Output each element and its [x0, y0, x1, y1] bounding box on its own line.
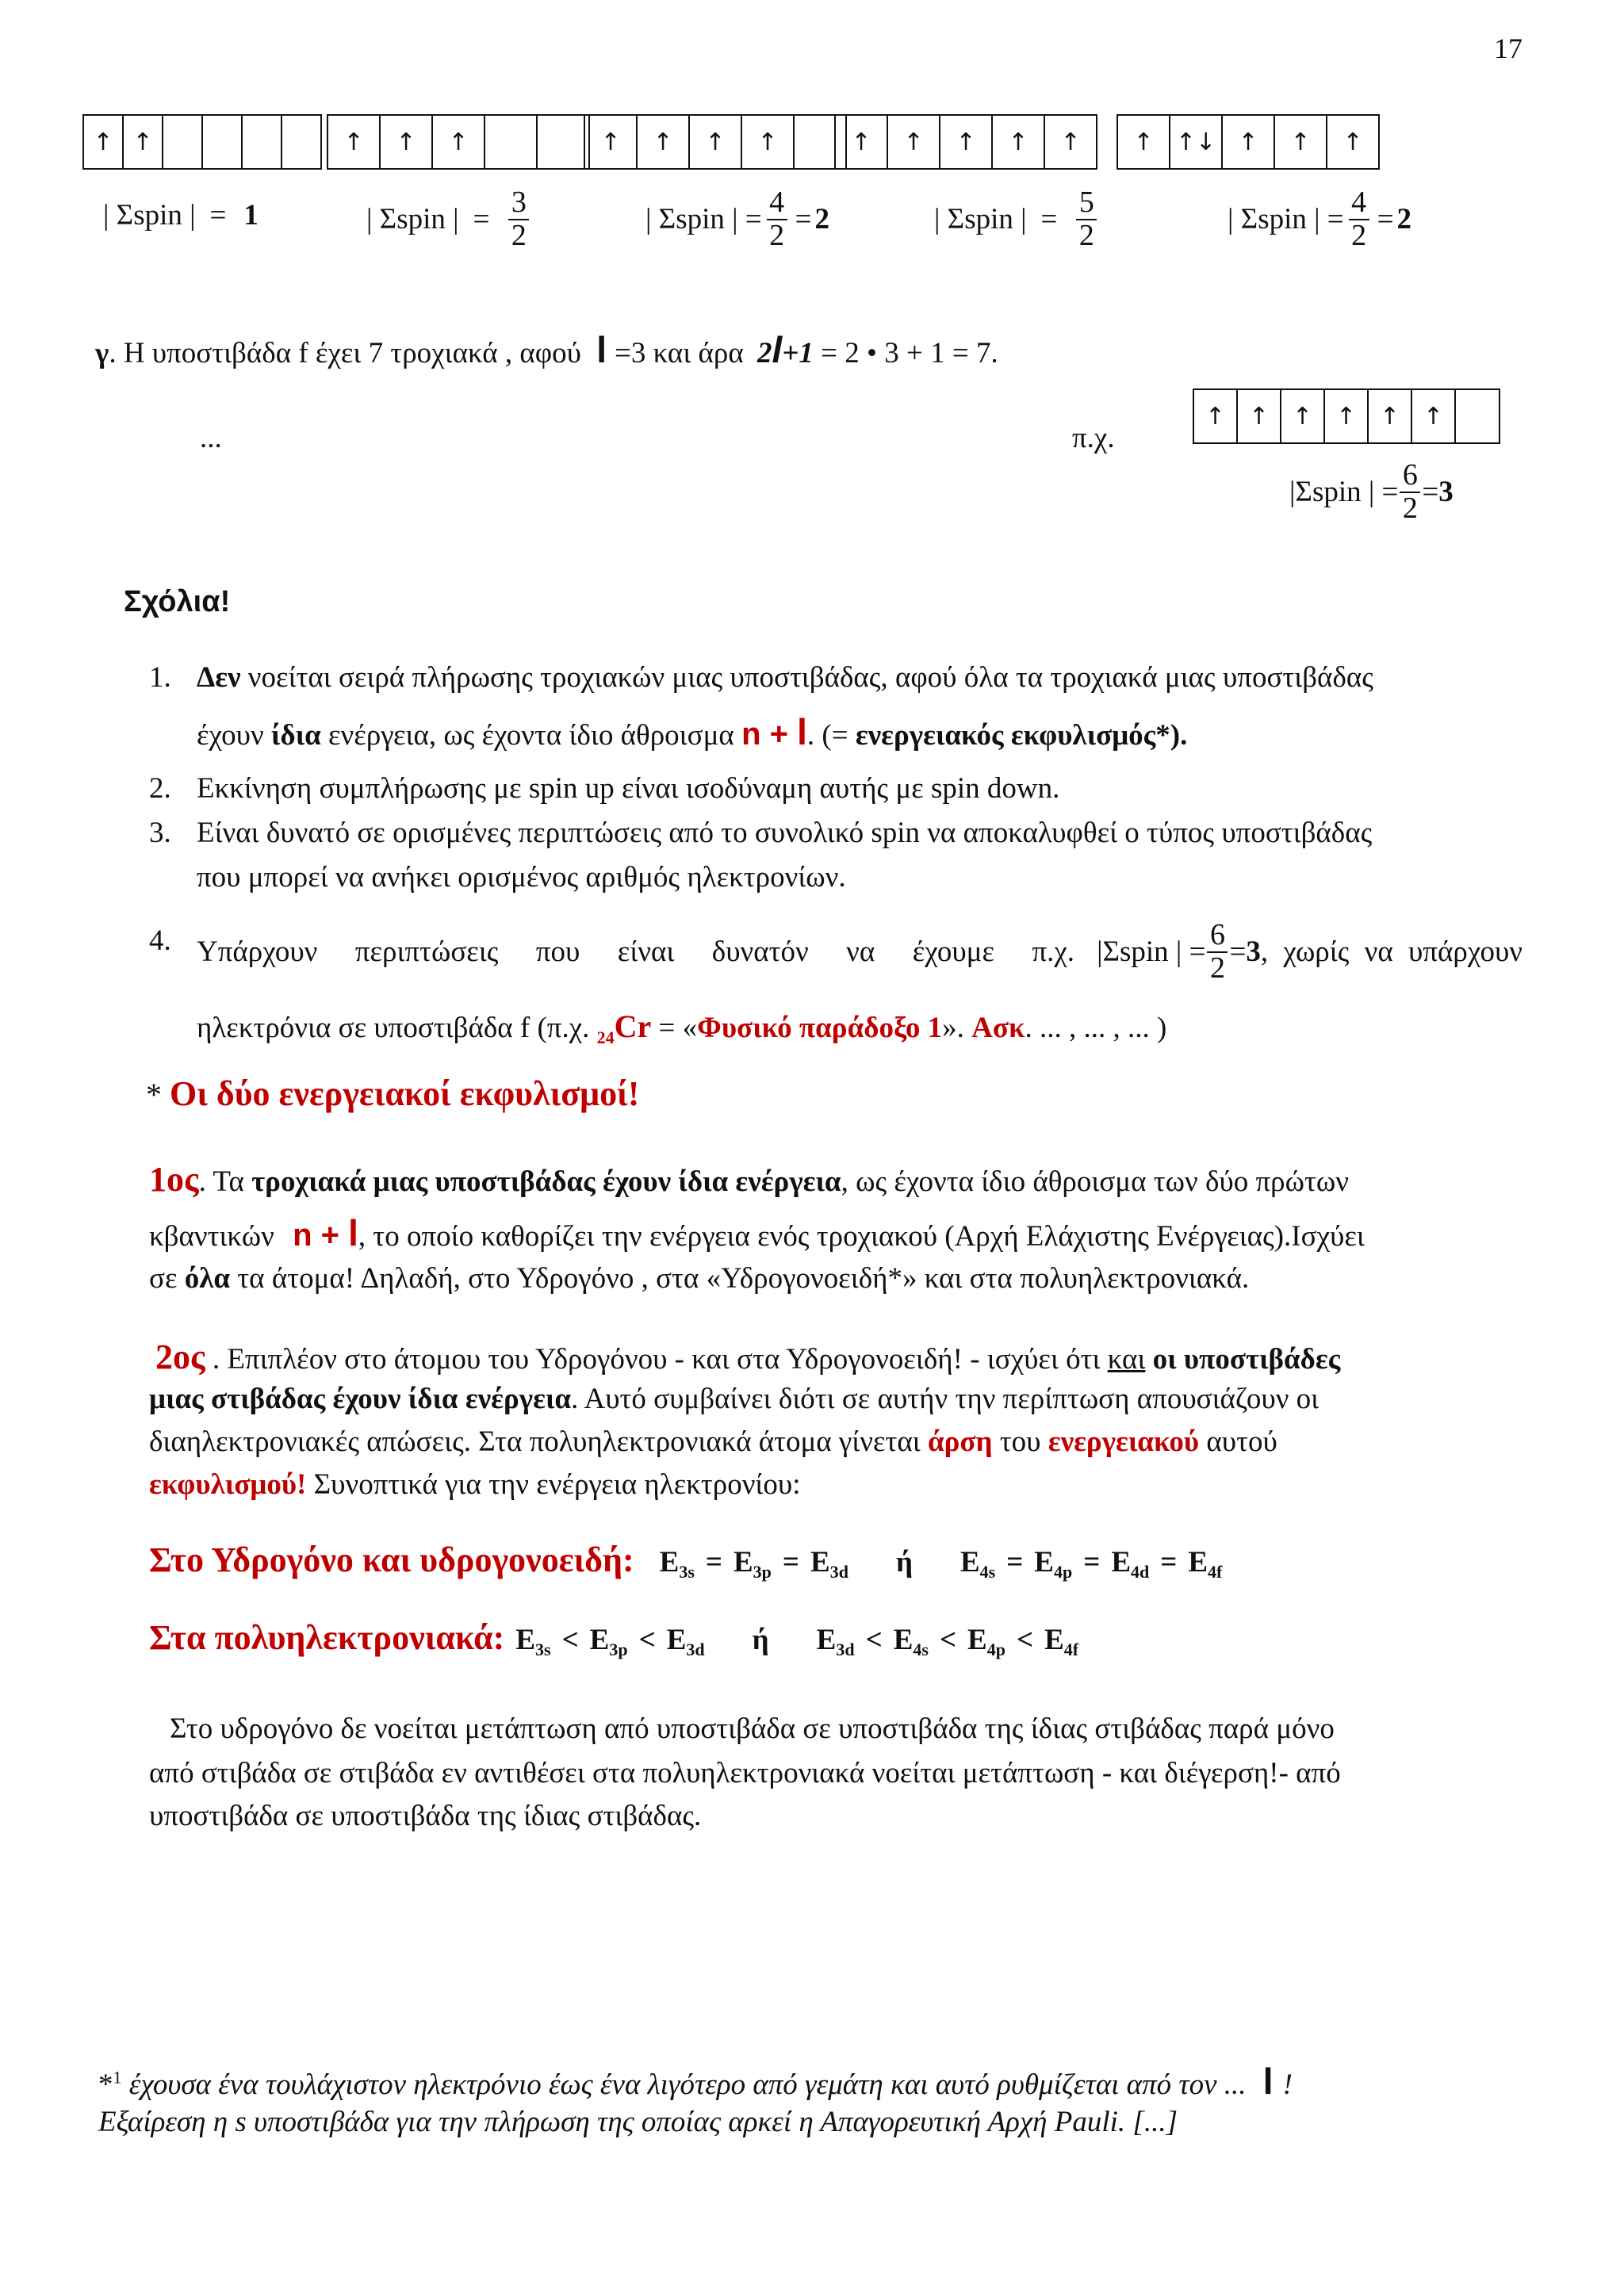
first-b: , ως έχοντα ίδιο άθροισμα των δύο πρώτων	[841, 1165, 1349, 1198]
frac-num: 4	[1351, 186, 1367, 219]
energy-term	[1188, 1546, 1223, 1582]
energy-subscript: 3s	[535, 1640, 551, 1659]
comment-2-num: 2.	[149, 772, 171, 805]
comment-3-num: 3.	[149, 817, 171, 849]
multi-energy-line	[149, 1617, 1078, 1660]
second-bold: οι υποστιβάδες	[1145, 1343, 1341, 1376]
energy-operator: =	[782, 1546, 799, 1578]
energy-term	[816, 1624, 855, 1659]
footnote-line-2: Εξαίρεση η s υποστιβάδα για την πλήρωση της οποίας αρκεί η Απαγορευτική Αρχή Pauli. [...]	[98, 2106, 1178, 2138]
comment-4-eq: =	[1229, 936, 1247, 969]
hydrogen-energy-line	[149, 1540, 1222, 1582]
second-degeneracy-line-4	[149, 1464, 801, 1506]
gamma-text-2: =3 και άρα	[615, 337, 744, 369]
energy-symbol: E	[967, 1624, 987, 1656]
example-ellipsis: ...	[200, 422, 222, 454]
comment-4-num: 4.	[149, 924, 171, 957]
footnote-line-1	[98, 2055, 1293, 2108]
energy-operator: <	[638, 1624, 656, 1656]
energy-term	[515, 1624, 551, 1659]
footnote-text-1: έχουσα ένα τουλάχιστον ηλεκτρόνιο έως ένα λιγότερο από γεμάτη και αυτό ρυθμίζεται από τον ...	[128, 2068, 1247, 2101]
spin-result: 1	[243, 199, 259, 232]
comment-1-line2-b: ενέργεια, ως έχοντα ίδιο άθροισμα	[320, 719, 734, 752]
orbital-cell	[484, 114, 538, 170]
comment-1-line2-bold: ίδια	[270, 719, 321, 752]
spin-fraction	[767, 187, 787, 252]
energy-symbol: E	[666, 1624, 687, 1656]
gamma-line	[95, 323, 998, 377]
example-frac-den: 2	[1402, 491, 1418, 525]
energy-symbol: E	[733, 1546, 753, 1578]
example-eq: =	[1422, 476, 1439, 509]
degeneracy-star: *	[146, 1077, 170, 1112]
multi-label: Στα πολυηλεκτρονιακά:	[149, 1618, 505, 1657]
spin-sum-label	[934, 187, 1101, 252]
comment-1-bold: Δεν	[197, 661, 241, 694]
formula-2: 2	[757, 337, 772, 369]
spin-eq: =	[209, 199, 227, 232]
footnote-bang: !	[1282, 2068, 1293, 2101]
comment-3-line-2: που μπορεί να ανήκει ορισμένος αριθμός ηλεκτρονίων.	[197, 861, 846, 894]
exercise-label: Ασκ	[971, 1012, 1025, 1044]
footnote-sup: 1	[113, 2067, 122, 2087]
ekf-word: εκφυλισμού!	[149, 1468, 307, 1501]
spin-sum-label	[103, 198, 259, 232]
orbital-cell: ↑	[1280, 388, 1325, 444]
comment-4-result: 3	[1246, 936, 1261, 969]
spin-after: =	[795, 203, 812, 236]
orbital-cell: ↑	[1326, 114, 1380, 170]
energy-subscript: 3d	[836, 1640, 855, 1659]
footnote-mark: *	[98, 2068, 113, 2101]
comment-1-text: νοείται σειρά πλήρωσης τροχιακών μιας υποστιβάδας, αφού όλα τα τροχιακά μιας υποστιβάδας	[240, 661, 1373, 694]
orbital-cell: ↑	[834, 114, 888, 170]
orbital-cell: ↑	[431, 114, 485, 170]
energy-symbol: E	[816, 1624, 837, 1656]
comment-4-line-2	[197, 1004, 1166, 1050]
spin-text: | Σspin | =	[1228, 203, 1344, 236]
spin-sum-label	[366, 187, 534, 252]
energy-subscript: 4p	[986, 1640, 1005, 1659]
second-degeneracy-line-1	[155, 1332, 1340, 1383]
spin-fraction	[1076, 187, 1097, 252]
l-symbol: l	[596, 329, 607, 370]
multi-sequence	[515, 1623, 1078, 1660]
formula-l: l	[772, 329, 783, 370]
energy-subscript: 3p	[753, 1562, 772, 1582]
example-result: 3	[1438, 476, 1454, 509]
first-degeneracy-line-3	[149, 1257, 1249, 1300]
energy-operator: <	[561, 1624, 579, 1656]
energy-operator: <	[1016, 1624, 1034, 1656]
energy-subscript: 4f	[1063, 1640, 1079, 1659]
energy-separator: ή	[752, 1624, 769, 1656]
orbital-cell	[241, 114, 282, 170]
first-label: 1ος	[149, 1160, 199, 1199]
energy-subscript: 3p	[609, 1640, 628, 1659]
second-line2-b: . Αυτό συμβαίνει διότι σε αυτήν την περίπτωση απουσιάζουν οι	[571, 1383, 1320, 1415]
orbital-cell: ↑↓	[1169, 114, 1223, 170]
energy-symbol: E	[589, 1624, 610, 1656]
orbital-cell	[162, 114, 203, 170]
comment-1-line2-a: έχουν	[197, 719, 271, 752]
comment-1-line-2	[197, 706, 1187, 759]
gamma-text-3: = 2 • 3 + 1 = 7.	[821, 337, 998, 369]
comment-4-line2-b: = «	[651, 1012, 698, 1044]
energy-term	[666, 1624, 705, 1659]
orbital-box-row	[327, 114, 590, 171]
orbital-box-row	[82, 114, 322, 171]
energy-subscript: 4d	[1131, 1562, 1150, 1582]
orbital-cell: ↑	[1116, 114, 1170, 170]
orbital-cell	[201, 114, 243, 170]
orbital-cell	[281, 114, 322, 170]
orbital-cell: ↑	[1411, 388, 1456, 444]
second-line3-b: του	[992, 1425, 1048, 1458]
orbital-cell: ↑	[887, 114, 940, 170]
second-degeneracy-line-2	[149, 1378, 1319, 1421]
chromium-formula	[596, 1008, 652, 1047]
energy-subscript: 4f	[1208, 1562, 1223, 1582]
chromium-symbol: Cr	[614, 1008, 652, 1044]
spin-result: 2	[1396, 203, 1412, 236]
orbital-box-row	[1193, 388, 1500, 446]
spin-text: | Σspin | =	[645, 203, 762, 236]
spin-result: 2	[814, 203, 830, 236]
orbital-cell: ↑	[327, 114, 381, 170]
first-line3-a: σε	[149, 1262, 185, 1295]
frac-den: 2	[769, 218, 785, 252]
second-line2-bold: μιας στιβάδας έχουν ίδια ενέργεια	[149, 1383, 572, 1415]
example-fraction	[1400, 460, 1420, 525]
energy-subscript: 4s	[913, 1640, 929, 1659]
orbital-cell: ↑	[122, 114, 163, 170]
comment-4-line2-a: ηλεκτρόνια σε υποστιβάδα f (π.χ.	[197, 1012, 590, 1044]
comment-4-line-1	[197, 920, 1522, 985]
orbital-cell: ↑	[1044, 114, 1097, 170]
footnote-l-symbol: l	[1262, 2061, 1274, 2102]
energy-subscript: 4p	[1053, 1562, 1073, 1582]
energy-operator: =	[705, 1546, 722, 1578]
orbital-cell: ↑	[688, 114, 742, 170]
orbital-cell: ↑	[1221, 114, 1275, 170]
formula-plus-1: +1	[782, 337, 814, 369]
energy-operator: =	[1083, 1546, 1101, 1578]
energy-term	[1044, 1624, 1079, 1659]
energy-term	[1111, 1546, 1150, 1582]
energy-term	[810, 1546, 848, 1582]
gamma-marker: γ	[95, 337, 109, 369]
spin-eq: =	[473, 203, 490, 236]
example-frac-num: 6	[1402, 458, 1418, 492]
first-line3-b: τα άτομα! Δηλαδή, στο Υδρογόνο , στα «Υδρογονοειδή*» και στα πολυηλεκτρονιακά.	[230, 1262, 1250, 1295]
chromium-z: 24	[596, 1027, 615, 1047]
energy-symbol: E	[1111, 1546, 1132, 1578]
energy-subscript: 3s	[679, 1562, 695, 1582]
example-spin	[1289, 460, 1454, 525]
energy-term	[659, 1546, 695, 1582]
second-degeneracy-line-3	[149, 1421, 1277, 1464]
degeneracy-heading	[146, 1073, 639, 1114]
comment-4-frac-num: 6	[1209, 918, 1225, 951]
orbital-cell: ↑	[1367, 388, 1412, 444]
example-label: π.χ.	[1072, 422, 1115, 454]
comment-1-num: 1.	[149, 661, 171, 694]
orbital-cell: ↑	[379, 114, 433, 170]
closing-line-3: υποστιβάδα σε υποστιβάδα της ίδιας στιβάδας.	[149, 1800, 702, 1832]
hydrogen-sequence	[660, 1545, 1223, 1582]
energy-term	[967, 1624, 1005, 1659]
second-a: . Επιπλέον στο άτομου του Υδρογόνου - και στα Υδρογονοειδή! - ισχύει ότι	[205, 1343, 1108, 1376]
orbital-cell: ↑	[1236, 388, 1281, 444]
comment-4-fraction	[1207, 920, 1228, 985]
first-degeneracy-line-2	[149, 1207, 1365, 1260]
energy-separator: ή	[895, 1546, 913, 1578]
comment-4-line2-c: ».	[942, 1012, 972, 1044]
orbital-box-row	[584, 114, 847, 171]
second-line3-c: αυτού	[1199, 1425, 1277, 1458]
first-degeneracy-line-1	[149, 1154, 1522, 1205]
energ-word: ενεργειακού	[1048, 1425, 1200, 1458]
n-plus-label: n +	[741, 717, 798, 752]
frac-den: 2	[1078, 218, 1094, 252]
energy-symbol: E	[515, 1624, 536, 1656]
frac-den: 2	[1351, 218, 1367, 252]
example-spin-label: |Σspin | =	[1289, 476, 1399, 509]
energy-term	[589, 1624, 628, 1659]
arsi-word: άρση	[927, 1425, 993, 1458]
energy-symbol: E	[893, 1624, 914, 1656]
frac-den: 2	[511, 218, 527, 252]
first-line2-b: , το οποίο καθορίζει την ενέργεια ενός τροχιακού (Αρχή Ελάχιστης Ενέργειας).Ισχύει	[358, 1220, 1365, 1253]
energy-term	[1034, 1546, 1073, 1582]
orbital-cell: ↑	[1193, 388, 1238, 444]
orbital-cell	[536, 114, 590, 170]
orbital-cell: ↑	[636, 114, 690, 170]
energy-subscript: 3d	[686, 1640, 705, 1659]
first-line3-bold: όλα	[184, 1262, 231, 1295]
energy-symbol: E	[659, 1546, 680, 1578]
energy-term	[959, 1546, 996, 1582]
comment-2-text: Εκκίνηση συμπλήρωσης με spin up είναι ισοδύναμη αυτής με spin down.	[197, 772, 1060, 805]
degeneracy-title: Οι δύο ενεργειακοί εκφυλισμοί!	[170, 1074, 640, 1113]
second-label: 2ος	[155, 1337, 205, 1376]
comment-4-line2-d: . ... , ... , ... )	[1025, 1012, 1167, 1044]
comment-4-text: Υπάρχουν περιπτώσεις που είναι δυνατόν να έχουμε π.χ.	[197, 936, 1075, 969]
frac-num: 5	[1078, 186, 1094, 219]
comment-1-line2-bold2: ενεργειακός εκφυλισμός*).	[855, 719, 1188, 752]
energy-symbol: E	[959, 1546, 980, 1578]
orbital-cell: ↑	[584, 114, 638, 170]
spin-text: | Σspin |	[103, 199, 196, 232]
orbital-cell: ↑	[939, 114, 993, 170]
comment-3-line-1: Είναι δυνατό σε ορισμένες περιπτώσεις από το συνολικό spin να αποκαλυφθεί ο τύπος υποστιβάδας	[197, 817, 1373, 849]
closing-line-2: από στιβάδα σε στιβάδα εν αντιθέσει στα πολυηλεκτρονιακά νοείται μετάπτωση - και διέγερση!- από	[149, 1757, 1341, 1789]
second-line4: Συνοπτικά για την ενέργεια ηλεκτρονίου:	[306, 1468, 801, 1501]
spin-sum-label	[645, 187, 829, 252]
orbital-cell	[1454, 388, 1500, 444]
comment-1-line2-c: . (=	[806, 719, 856, 752]
n-plus-l-symbol: l	[797, 711, 807, 752]
first-a: . Τα	[198, 1165, 252, 1198]
spin-eq: =	[1040, 203, 1058, 236]
comments-title: Σχόλια!	[124, 585, 231, 618]
physics-paradox: Φυσικό παράδοξο 1	[697, 1012, 943, 1044]
frac-num: 4	[769, 186, 785, 219]
energy-term	[733, 1546, 772, 1582]
comment-4-frac-den: 2	[1209, 951, 1225, 985]
spin-fraction	[508, 187, 529, 252]
energy-subscript: 3d	[829, 1562, 848, 1582]
spin-fraction	[1349, 187, 1369, 252]
energy-symbol: E	[1188, 1546, 1208, 1578]
energy-symbol: E	[1044, 1624, 1064, 1656]
energy-symbol: E	[810, 1546, 830, 1578]
orbital-box-row	[834, 114, 1097, 171]
first-bold: τροχιακά μιας υποστιβάδας έχουν ίδια ενέργεια	[251, 1165, 841, 1198]
frac-num: 3	[511, 186, 527, 219]
spin-text: | Σspin |	[934, 203, 1027, 236]
spin-sum-label	[1228, 187, 1411, 252]
first-line2-a: κβαντικών	[149, 1220, 274, 1253]
n-plus-l-symbol: l	[348, 1212, 358, 1253]
energy-operator: <	[939, 1624, 957, 1656]
second-line3: διαηλεκτρονιακές απώσεις. Στα πολυηλεκτρονιακά άτομα γίνεται	[149, 1425, 921, 1458]
energy-operator: =	[1006, 1546, 1024, 1578]
page-number: 17	[1494, 33, 1522, 64]
energy-symbol: E	[1034, 1546, 1054, 1578]
orbital-cell: ↑	[82, 114, 124, 170]
energy-operator: =	[1160, 1546, 1178, 1578]
spin-after: =	[1377, 203, 1394, 236]
spin-text: | Σspin |	[366, 203, 459, 236]
closing-line-1: Στο υδρογόνο δε νοείται μετάπτωση από υποστιβάδα σε υποστιβάδα της ίδιας στιβάδας παρά μόνο	[170, 1712, 1335, 1745]
comment-4-after: , χωρίς να υπάρχουν	[1260, 936, 1522, 969]
orbital-cell: ↑	[1323, 388, 1369, 444]
energy-operator: <	[865, 1624, 883, 1656]
hydrogen-label: Στο Υδρογόνο και υδρογονοειδή:	[149, 1540, 634, 1579]
orbital-cell: ↑	[1274, 114, 1327, 170]
gamma-text-1: . Η υποστιβάδα f έχει 7 τροχιακά , αφού	[109, 337, 581, 369]
orbital-cell: ↑	[991, 114, 1045, 170]
comment-1-line-1	[197, 656, 1373, 699]
comment-4-spin: |Σspin | =	[1097, 936, 1206, 969]
orbital-cell: ↑	[741, 114, 795, 170]
n-plus-label: n +	[293, 1218, 349, 1253]
orbital-box-row	[1116, 114, 1380, 171]
second-underline: και	[1107, 1343, 1146, 1376]
energy-term	[893, 1624, 929, 1659]
energy-subscript: 4s	[979, 1562, 996, 1582]
